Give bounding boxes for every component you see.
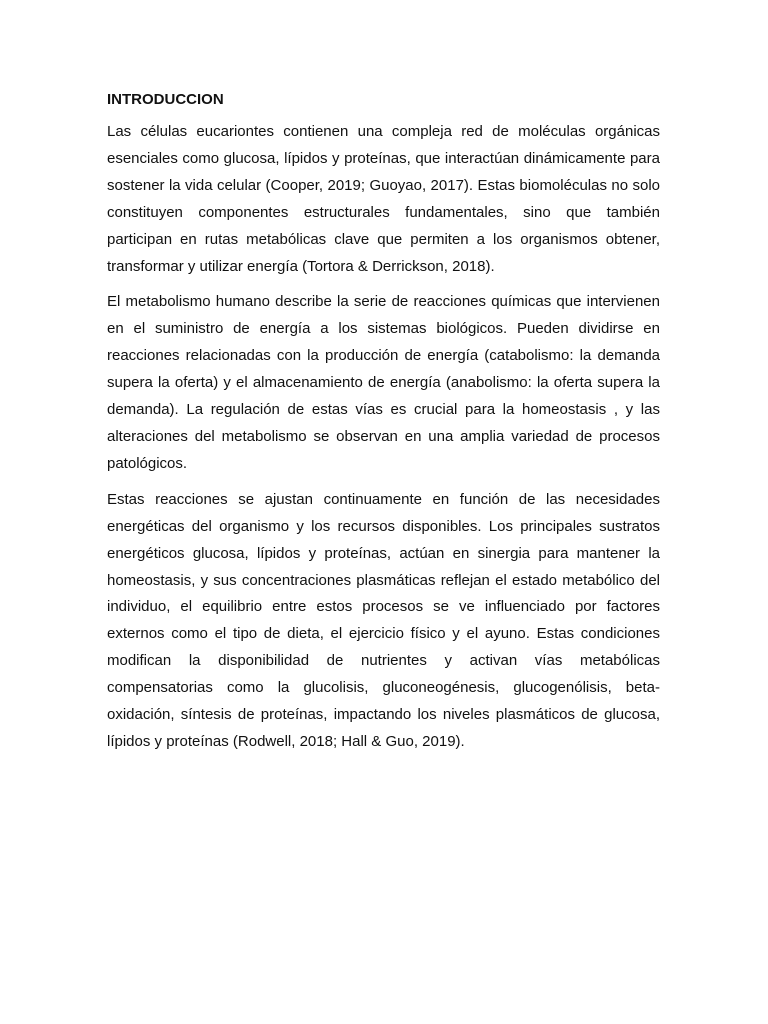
section-heading: INTRODUCCION <box>107 91 224 108</box>
document-page <box>107 91 660 765</box>
paragraph-2: El metabolismo humano describe la serie de reacciones químicas que intervienen en el suministro de energía a los sistemas biológicos. Pueden dividirse en reacciones relacionadas con la producción de energía (catabolismo: la demanda supera la oferta) y el almacenamiento de energía (anabolismo: la oferta supera la demanda). La regulación de estas vías es crucial para la homeostasis , y las alteraciones del metabolismo se observan en una amplia variedad de procesos patológicos. <box>107 293 660 472</box>
paragraph-3: Estas reacciones se ajustan continuamente en función de las necesidades energéticas del organismo y los recursos disponibles. Los principales sustratos energéticos glucosa, lípidos y proteínas, actúan en sinergia para mantener la homeostasis, y sus concentraciones plasmáticas reflejan el estado metabólico del individuo, el equilibrio entre estos procesos se ve influenciado por factores externos como el tipo de dieta, el ejercicio físico y el ayuno. Estas condiciones modifican la disponibilidad de nutrientes y activan vías metabólicas compensatorias como la glucolisis, gluconeogénesis, glucogenólisis, beta-oxidación, síntesis de proteínas, impactando los niveles plasmáticos de glucosa, lípidos y proteínas (Rodwell, 2018; Hall & Guo, 2019). <box>107 490 660 750</box>
paragraph-1: Las células eucariontes contienen una compleja red de moléculas orgánicas esenciales como glucosa, lípidos y proteínas, que interactúan dinámicamente para sostener la vida celular (Cooper, 2019; Guoyao, 2017). Estas biomoléculas no solo constituyen componentes estructurales fundamentales, sino que también participan en rutas metabólicas clave que permiten a los organismos obtener, transformar y utilizar energía (Tortora & Derrickson, 2018). <box>107 123 660 275</box>
